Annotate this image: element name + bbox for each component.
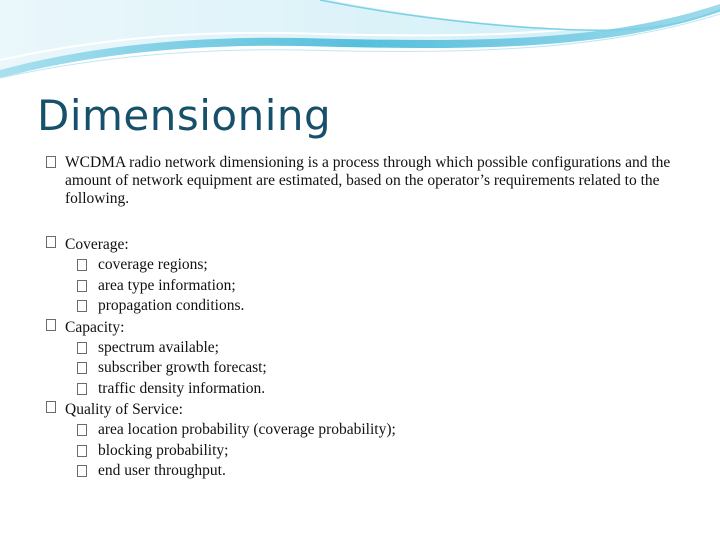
square-bullet-icon xyxy=(77,445,87,457)
list-item-coverage xyxy=(46,234,686,255)
slide-body xyxy=(46,154,686,482)
intro-text: WCDMA radio network dimensioning is a process through which possible configurations and the amount of network equipment are estimated, based on the operator’s requirements related to the following. xyxy=(65,154,671,207)
intro-paragraph xyxy=(46,154,686,208)
list-item-quality-of-service xyxy=(46,399,686,420)
sub-list-item xyxy=(46,338,686,359)
sub-list-item xyxy=(46,379,686,400)
square-bullet-icon xyxy=(77,259,87,271)
list-item-capacity xyxy=(46,317,686,338)
sub-list-item xyxy=(46,358,686,379)
sub-list-item xyxy=(46,441,686,462)
sub-item-text: area location probability (coverage probability); xyxy=(98,421,396,438)
sub-item-text: traffic density information. xyxy=(98,379,266,397)
square-bullet-icon xyxy=(46,156,56,168)
square-bullet-icon xyxy=(46,236,56,248)
square-bullet-icon xyxy=(46,401,56,413)
group-label: Capacity: xyxy=(65,318,125,336)
sub-item-text: coverage regions; xyxy=(98,256,208,273)
square-bullet-icon xyxy=(77,362,87,374)
sub-item-text: area type information; xyxy=(98,276,236,294)
sub-item-text: end user throughput. xyxy=(98,462,226,479)
sub-list-item xyxy=(46,420,686,441)
sub-list-item xyxy=(46,296,686,317)
square-bullet-icon xyxy=(77,465,87,477)
sub-list-item xyxy=(46,461,686,482)
square-bullet-icon xyxy=(77,424,87,436)
page-title: Dimensioning xyxy=(37,91,332,140)
wave-swoosh-icon xyxy=(0,0,720,90)
sub-list-item xyxy=(46,255,686,276)
group-label: Quality of Service: xyxy=(65,401,183,418)
square-bullet-icon xyxy=(46,319,56,331)
sub-item-text: propagation conditions. xyxy=(98,297,245,314)
sub-item-text: subscriber growth forecast; xyxy=(98,359,267,376)
square-bullet-icon xyxy=(77,280,87,292)
sub-item-text: spectrum available; xyxy=(98,338,219,356)
sub-item-text: blocking probability; xyxy=(98,441,229,459)
group-label: Coverage: xyxy=(65,236,129,253)
square-bullet-icon xyxy=(77,300,87,312)
square-bullet-icon xyxy=(77,342,87,354)
square-bullet-icon xyxy=(77,383,87,395)
sub-list-item xyxy=(46,276,686,297)
